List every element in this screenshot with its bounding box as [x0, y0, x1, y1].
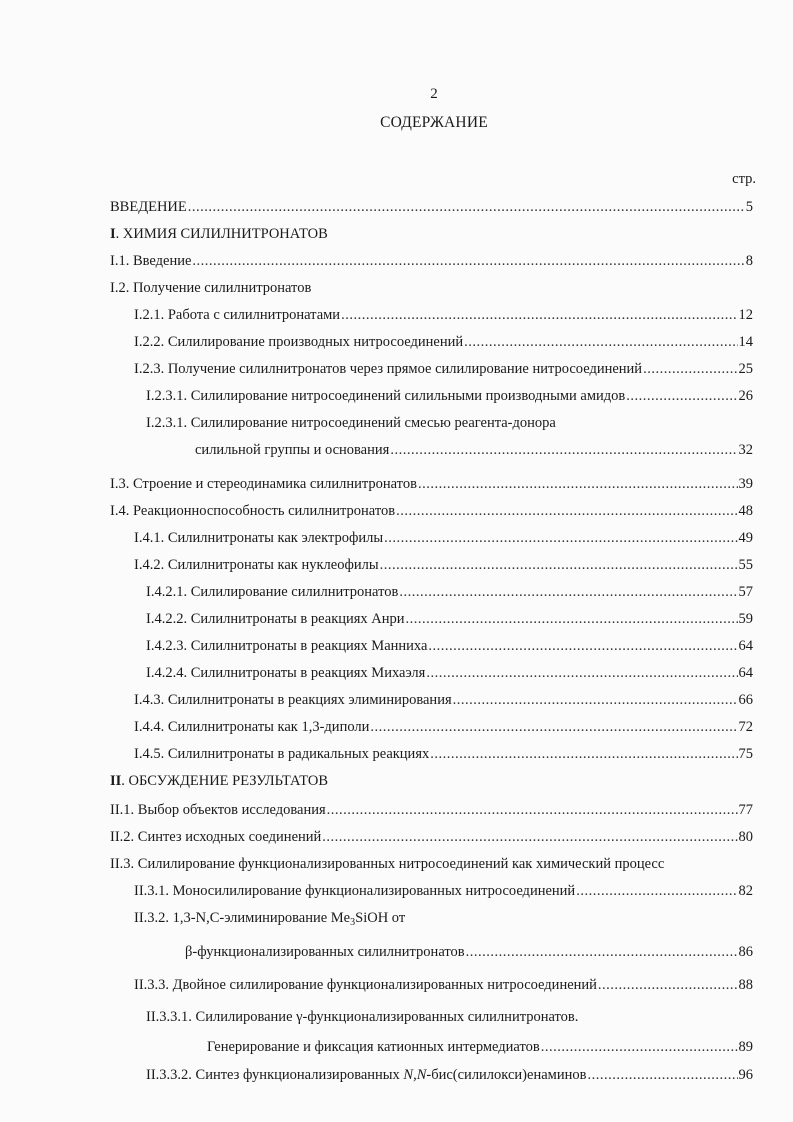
toc-entry-text: I.4.1. Силилнитронаты как электрофилы [134, 530, 384, 546]
leader-dots [341, 304, 737, 326]
leader-dots [399, 581, 737, 603]
toc-entry-1-4-3[interactable] [134, 689, 753, 711]
leader-dots [466, 941, 738, 963]
toc-entry-text: I.2.3.1. Силилирование нитросоединений смесью реагента-донора [146, 415, 556, 431]
toc-entry-page: 14 [738, 334, 753, 350]
toc-entry-page: 49 [738, 530, 753, 546]
toc-entry-text: I.3. Строение и стереодинамика силилнитронатов [110, 476, 417, 492]
toc-entry-text: II.3.2. 1,3-N,C-элиминирование $Me_3SiOH$ от [134, 910, 406, 928]
toc-entry-2-1[interactable] [110, 799, 753, 821]
page-number: 2 [430, 86, 438, 102]
leader-dots [598, 974, 738, 996]
toc-entry-text: I.4.5. Силилнитронаты в радикальных реакциях [134, 746, 430, 762]
toc-entry-1-4-2[interactable] [134, 554, 753, 576]
leader-dots [587, 1064, 737, 1086]
toc-entry-1-2-2[interactable] [134, 331, 753, 353]
toc-entry-1-4-2-1[interactable] [146, 581, 753, 603]
toc-entry-page: 89 [738, 1039, 753, 1055]
toc-entry-part-1[interactable] [110, 223, 753, 245]
leader-dots [380, 554, 738, 576]
toc-entry-page: 32 [738, 442, 753, 458]
toc-entry-text: I.4.2.3. Силилнитронаты в реакциях Манниха [146, 638, 428, 654]
toc-entry-1-3[interactable] [110, 473, 753, 495]
toc-entry-1-2[interactable] [110, 277, 753, 299]
toc-entry-1-2-3[interactable] [134, 358, 753, 380]
toc-entry-text: II.3.3.2. Синтез функционализированных N,N-бис(силилокси)енаминов [146, 1067, 587, 1083]
toc-entry-2-3-2[interactable] [134, 907, 753, 929]
toc-entry-page: 26 [738, 388, 753, 404]
toc-entry-text: II.3.3. Двойное силилирование функционализированных нитросоединений [134, 977, 597, 993]
toc-entry-page: 59 [738, 611, 753, 627]
toc-entry-text: I.4.2. Силилнитронаты как нуклеофилы [134, 557, 379, 573]
page-column-label: стр. [732, 171, 756, 187]
toc-entry-2-2[interactable] [110, 826, 753, 848]
leader-dots [327, 799, 738, 821]
leader-dots [418, 473, 738, 495]
toc-entry-1-2-3-1b-continued[interactable] [195, 439, 753, 461]
toc-entry-2-3-3-1-continued[interactable] [207, 1036, 753, 1058]
toc-entry-page: 48 [738, 503, 753, 519]
leader-dots [541, 1036, 738, 1058]
toc-entry-text: ВВЕДЕНИЕ [110, 199, 187, 215]
toc-entry-2-3-3-1[interactable] [146, 1006, 753, 1028]
leader-dots [390, 439, 737, 461]
toc-entry-1-4-1[interactable] [134, 527, 753, 549]
toc-entry-text: II. ОБСУЖДЕНИЕ РЕЗУЛЬТАТОВ [110, 773, 328, 789]
toc-entry-page: 8 [745, 253, 753, 269]
toc-entry-text: II.3.3.1. Силилирование γ-функционализированных силилнитронатов. [146, 1009, 579, 1025]
toc-entry-1-4-2-2[interactable] [146, 608, 753, 630]
toc-entry-text: I.2. Получение силилнитронатов [110, 280, 312, 296]
toc-entry-text: I. ХИМИЯ СИЛИЛНИТРОНАТОВ [110, 226, 328, 242]
toc-entry-text: I.4. Реакционноспособность силилнитронатов [110, 503, 396, 519]
toc-entry-page: 86 [738, 944, 753, 960]
toc-entry-page: 82 [738, 883, 753, 899]
toc-entry-1-2-1[interactable] [134, 304, 753, 326]
toc-entry-text: I.4.2.2. Силилнитронаты в реакциях Анри [146, 611, 405, 627]
toc-entry-2-3-3-2[interactable] [146, 1064, 753, 1086]
toc-entry-page: 72 [738, 719, 753, 735]
toc-entry-page: 25 [738, 361, 753, 377]
leader-dots [576, 880, 737, 902]
toc-entry-text: II.2. Синтез исходных соединений [110, 829, 322, 845]
leader-dots [464, 331, 737, 353]
toc-entry-text: II.3. Силилирование функционализированных нитросоединений как химический процесс [110, 856, 665, 872]
toc-entry-text: β-функционализированных силилнитронатов [185, 944, 465, 960]
toc-entry-page: 12 [738, 307, 753, 323]
toc-entry-text: I.2.2. Силилирование производных нитросоединений [134, 334, 464, 350]
toc-entry-page: 5 [745, 199, 753, 215]
toc-entry-text: I.1. Введение [110, 253, 192, 269]
leader-dots [192, 250, 744, 272]
toc-entry-text: Генерирование и фиксация катионных интермедиатов [207, 1039, 540, 1055]
leader-dots [426, 662, 737, 684]
toc-entry-page: 39 [738, 476, 753, 492]
toc-entry-text: II.3.1. Моносилилирование функционализированных нитросоединений [134, 883, 576, 899]
leader-dots [626, 385, 737, 407]
leader-dots [453, 689, 738, 711]
toc-entry-2-3-3[interactable] [134, 974, 753, 996]
toc-entry-2-3-2-continued[interactable] [185, 941, 753, 963]
toc-entry-page: 77 [738, 802, 753, 818]
toc-entry-1-4-5[interactable] [134, 743, 753, 765]
toc-entry-text: I.2.3. Получение силилнитронатов через прямое силилирование нитросоединений [134, 361, 643, 377]
toc-entry-text: I.2.3.1. Силилирование нитросоединений силильными производными амидов [146, 388, 626, 404]
toc-entry-page: 55 [738, 557, 753, 573]
toc-entry-text: I.2.1. Работа с силилнитронатами [134, 307, 341, 323]
toc-entry-text: II.1. Выбор объектов исследования [110, 802, 326, 818]
toc-entry-text: I.4.2.1. Силилирование силилнитронатов [146, 584, 399, 600]
toc-entry-1-4-2-3[interactable] [146, 635, 753, 657]
leader-dots [643, 358, 737, 380]
toc-entry-page: 66 [738, 692, 753, 708]
leader-dots [428, 635, 737, 657]
leader-dots [396, 500, 737, 522]
toc-entry-1-2-3-1b[interactable] [146, 412, 753, 434]
toc-entry-page: 75 [738, 746, 753, 762]
page-title: СОДЕРЖАНИЕ [380, 114, 488, 131]
toc-entry-page: 88 [738, 977, 753, 993]
toc-entry-page: 80 [738, 829, 753, 845]
leader-dots [384, 527, 737, 549]
toc-entry-1-2-3-1a[interactable] [146, 385, 753, 407]
leader-dots [430, 743, 737, 765]
toc-entry-text: I.4.3. Силилнитронаты в реакциях элиминирования [134, 692, 452, 708]
toc-entry-part-2[interactable] [110, 770, 753, 792]
toc-entry-page: 64 [738, 638, 753, 654]
toc-entry-introduction[interactable] [110, 196, 753, 218]
toc-entry-page: 64 [738, 665, 753, 681]
toc-entry-page: 57 [738, 584, 753, 600]
toc-entry-1-4-4[interactable] [134, 716, 753, 738]
leader-dots [370, 716, 737, 738]
toc-entry-text: I.4.2.4. Силилнитронаты в реакциях Михаэля [146, 665, 426, 681]
leader-dots [188, 196, 745, 218]
toc-entry-1-4[interactable] [110, 500, 753, 522]
toc-entry-2-3-1[interactable] [134, 880, 753, 902]
toc-entry-1-4-2-4[interactable] [146, 662, 753, 684]
toc-entry-text: I.4.4. Силилнитронаты как 1,3-диполи [134, 719, 370, 735]
toc-entry-page: 96 [738, 1067, 753, 1083]
toc-entry-2-3[interactable] [110, 853, 753, 875]
toc-entry-text: силильной группы и основания [195, 442, 390, 458]
toc-entry-1-1[interactable] [110, 250, 753, 272]
leader-dots [322, 826, 737, 848]
leader-dots [406, 608, 738, 630]
